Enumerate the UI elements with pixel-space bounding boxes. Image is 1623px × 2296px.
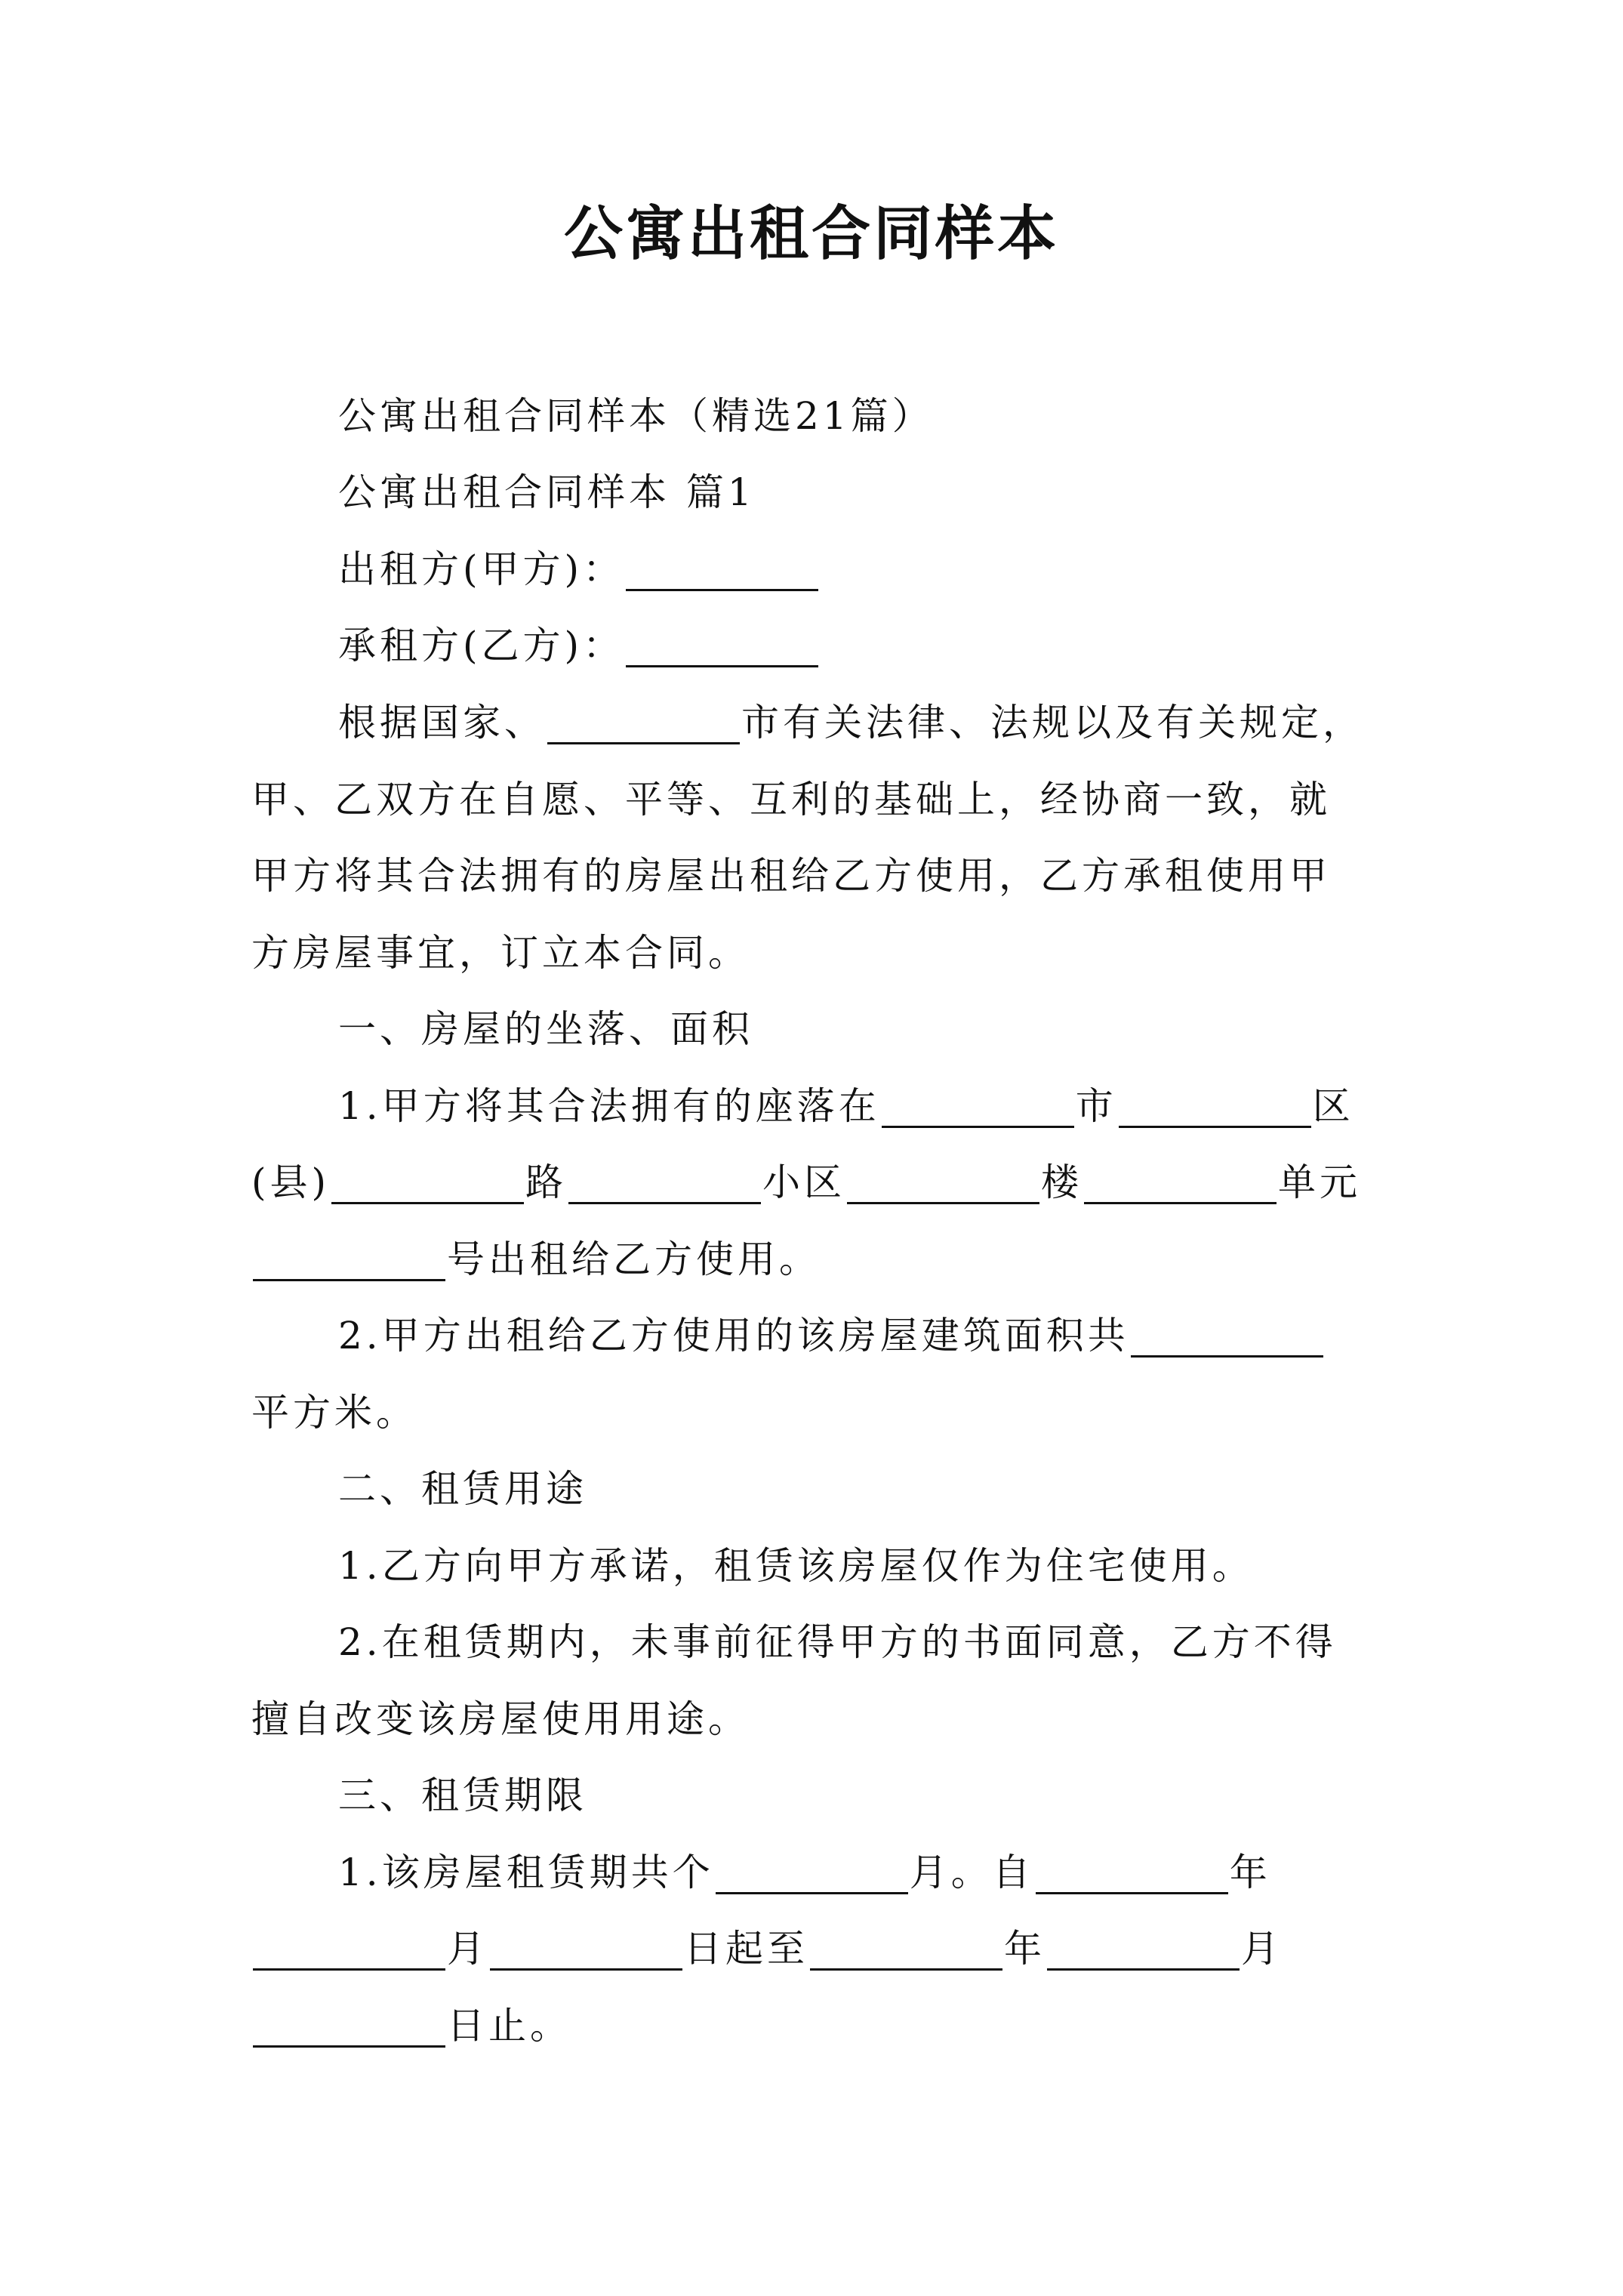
part-heading: 公寓出租合同样本 篇1 <box>338 470 756 514</box>
clause-text: (县) <box>251 1160 331 1204</box>
section-heading-3: 三、租赁期限 <box>338 1774 587 1817</box>
intro-text: 根据国家、 <box>338 701 546 744</box>
document-title: 公寓出租合同样本 <box>563 199 1059 268</box>
lessee-blank <box>626 618 818 667</box>
clause-text: 月 <box>447 1927 488 1971</box>
lessor-label: 出租方(甲方)： <box>338 547 625 591</box>
clause-text: 月。自 <box>909 1851 1034 1894</box>
clause-text: 1.甲方将其合法拥有的座落在 <box>338 1084 880 1128</box>
district-blank <box>1119 1079 1311 1128</box>
lessee-label: 承租方(乙方)： <box>338 624 625 667</box>
subtitle: 公寓出租合同样本（精选21篇） <box>338 394 934 438</box>
lessor-line <box>338 531 820 608</box>
community-blank <box>568 1155 761 1204</box>
clause-2-1: 1.乙方向甲方承诺，租赁该房屋仅作为住宅使用。 <box>338 1544 1254 1588</box>
section-heading-1: 一、房屋的坐落、面积 <box>338 1007 753 1051</box>
section-heading-2: 二、租赁用途 <box>338 1467 587 1511</box>
clause-1-2-line-1 <box>338 1297 1325 1374</box>
clause-text: 日起至 <box>684 1927 808 1971</box>
area-blank <box>1131 1308 1323 1358</box>
intro-line-1 <box>338 684 1364 761</box>
start-year-blank <box>1036 1845 1228 1894</box>
intro-line-4: 方房屋事宜，订立本合同。 <box>251 931 750 975</box>
clause-text: 路 <box>525 1160 568 1204</box>
clause-1-1-line-2 <box>251 1144 1361 1221</box>
clause-text: 区 <box>1312 1084 1354 1128</box>
city-blank <box>547 695 740 744</box>
end-day-blank <box>253 1999 445 2048</box>
clause-text: 单元 <box>1278 1160 1362 1204</box>
clause-3-1-line-1 <box>338 1834 1271 1911</box>
building-blank <box>847 1155 1039 1204</box>
clause-2-2-line-1: 2.在租赁期内，未事前征得甲方的书面同意，乙方不得 <box>338 1620 1337 1664</box>
city-blank <box>882 1079 1074 1128</box>
clause-text: 2.甲方出租给乙方使用的该房屋建筑面积共 <box>338 1314 1129 1358</box>
intro-line-2: 甲、乙双方在自愿、平等、互利的基础上，经协商一致，就 <box>251 778 1331 821</box>
clause-text: 小区 <box>762 1160 846 1204</box>
clause-3-1-line-3 <box>251 1987 571 2064</box>
clause-text: 市 <box>1075 1084 1117 1128</box>
start-day-blank <box>490 1922 682 1971</box>
clause-1-2-line-2: 平方米。 <box>251 1391 417 1435</box>
unit-blank <box>1084 1155 1277 1204</box>
clause-2-2-line-2: 擅自改变该房屋使用用途。 <box>251 1697 750 1741</box>
intro-text: 市有关法律、法规以及有关规定， <box>741 701 1364 744</box>
room-number-blank <box>253 1232 445 1281</box>
end-month-blank <box>1047 1922 1240 1971</box>
clause-text: 1.该房屋租赁期共个 <box>338 1851 714 1894</box>
clause-1-1-line-3 <box>251 1221 821 1298</box>
intro-line-3: 甲方将其合法拥有的房屋出租给乙方使用，乙方承租使用甲 <box>251 854 1331 898</box>
clause-text: 年 <box>1004 1927 1046 1971</box>
clause-text: 楼 <box>1041 1160 1083 1204</box>
clause-3-1-line-2 <box>251 1910 1283 1987</box>
start-month-blank <box>253 1922 445 1971</box>
clause-text: 月 <box>1241 1927 1283 1971</box>
clause-text: 日止。 <box>447 2004 571 2048</box>
lessor-blank <box>626 542 818 591</box>
months-blank <box>716 1845 908 1894</box>
clause-text: 年 <box>1229 1851 1271 1894</box>
clause-1-1-line-1 <box>338 1068 1354 1145</box>
road-blank <box>331 1155 524 1204</box>
end-year-blank <box>810 1922 1002 1971</box>
clause-text: 号出租给乙方使用。 <box>447 1237 821 1281</box>
lessee-line <box>338 607 820 684</box>
